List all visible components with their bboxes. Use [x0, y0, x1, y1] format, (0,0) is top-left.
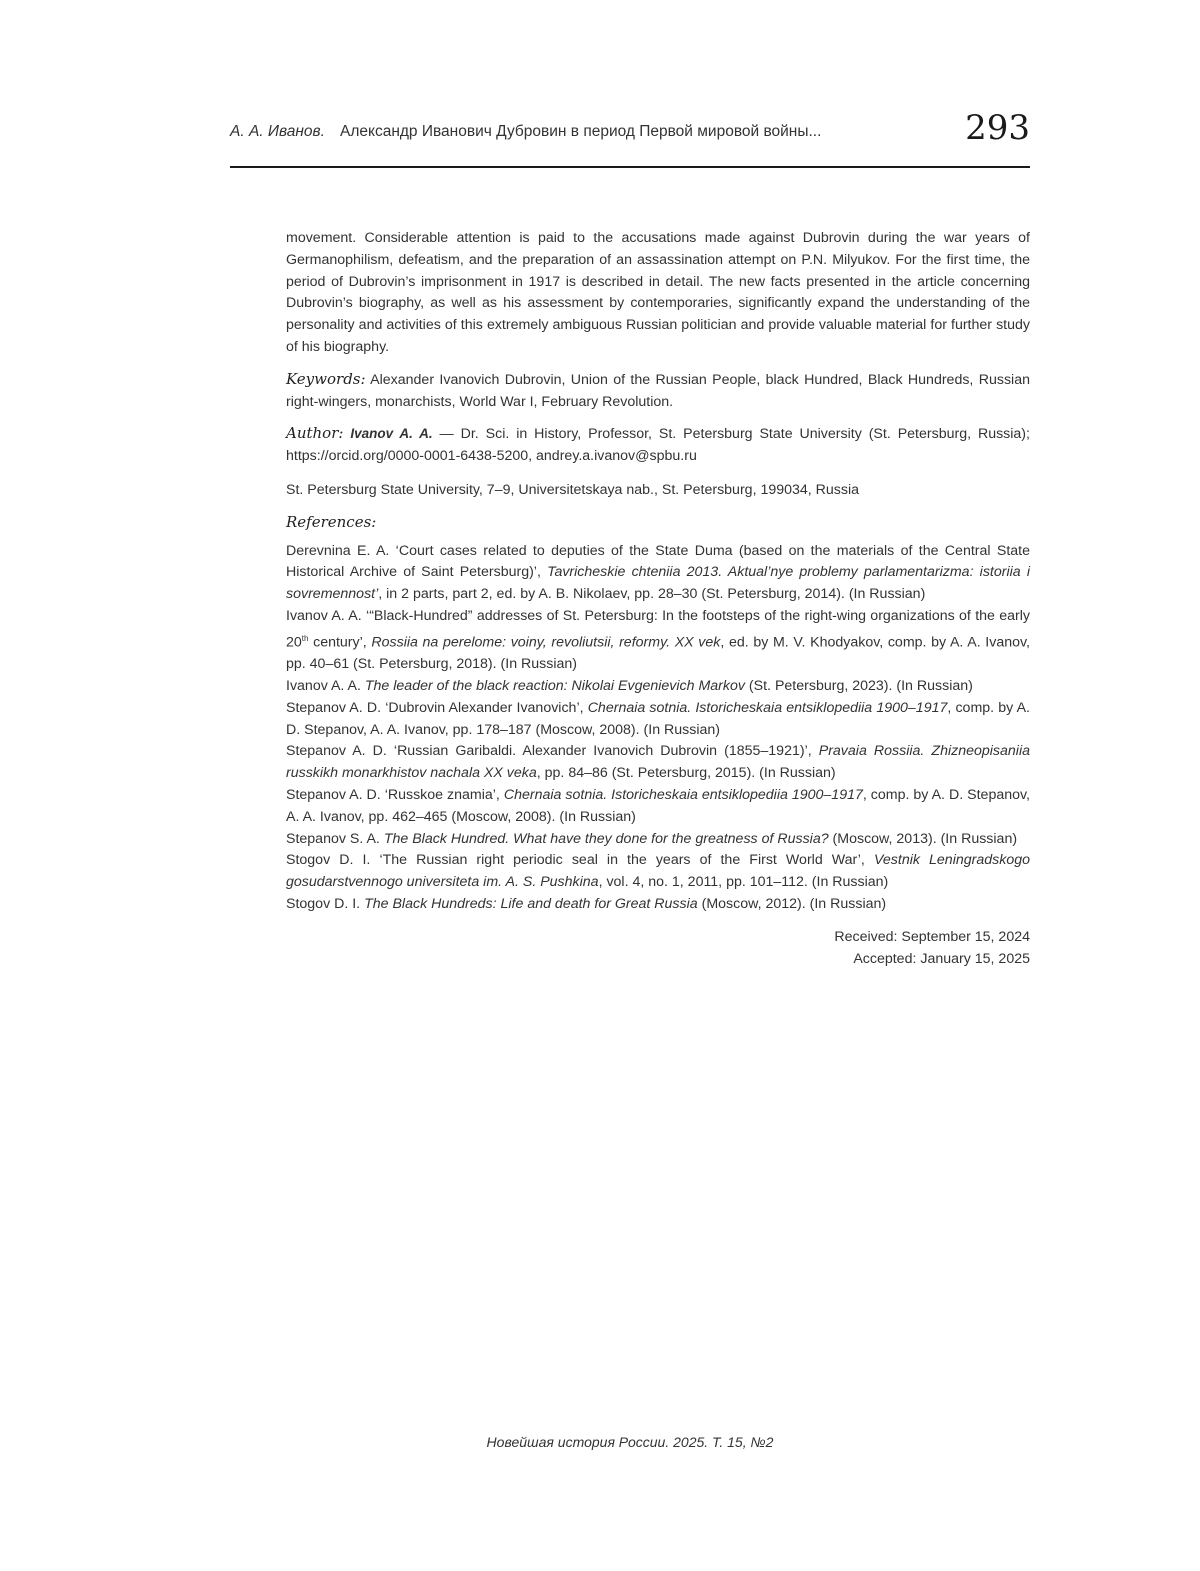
author-label: Author: — [286, 424, 344, 443]
reference-item: Stepanov A. D. ‘Russian Garibaldi. Alexander Ivanovich Dubrovin (1855–1921)’, Pravaia Rossiia. Zhizneopisaniia russkikh monarkhistov nachala XX veka, pp. 84–86 (St. Petersburg, 2015). (In Russian) — [286, 743, 1030, 782]
author-details: — Dr. Sci. in History, Professor, St. Petersburg State University (St. Petersburg, Russia); https://orcid.org/0000-0001-6438-5200, andrey.a.ivanov@spbu.ru — [286, 426, 1030, 465]
references-list — [286, 541, 1030, 916]
page-number: 293 — [965, 108, 1030, 148]
keywords-block — [286, 369, 1030, 414]
running-head-title: Александр Иванович Дубровин в период Первой мировой войны... — [340, 123, 822, 140]
keywords-label: Keywords: — [286, 369, 366, 388]
reference-item: Stepanov A. D. ‘Dubrovin Alexander Ivanovich’, Chernaia sotnia. Istoricheskaia entsiklopediia 1900–1917, comp. by A. D. Stepanov, A. A. Ivanov, pp. 178–187 (Moscow, 2008). (In Russian) — [286, 699, 1030, 738]
running-head-author: А. А. Иванов. — [230, 123, 325, 140]
abstract-continuation: movement. Considerable attention is paid to the accusations made against Dubrovin during the war years of Germanophilism, defeatism, and the preparation of an assassination attempt on P.N. Milyukov. For the first time, the period of Dubrovin’s imprisonment in 1917 is described in detail. The new facts presented in the article concerning Dubrovin’s biography, as well as his assessment by contemporaries, significantly expand the understanding of the personality and activities of this extremely ambiguous Russian politician and provide valuable material for further study of his biography. — [286, 230, 1030, 355]
running-head — [230, 108, 1030, 168]
article-dates — [286, 927, 1030, 971]
received-date: Received: September 15, 2024 — [834, 928, 1030, 945]
author-name: Ivanov A. A. — [350, 426, 433, 442]
keywords-text: Alexander Ivanovich Dubrovin, Union of the Russian People, black Hundred, Black Hundreds, Russian right-wingers, monarchists, World War I, February Revolution. — [286, 371, 1030, 410]
reference-item: Stepanov S. A. The Black Hundred. What have they done for the greatness of Russia? (Moscow, 2013). (In Russian) — [286, 830, 1018, 847]
reference-item: Derevnina E. A. ‘Court cases related to deputies of the State Duma (based on the materials of the Central State Historical Archive of Saint Petersburg)’, Tavricheskie chteniia 2013. Aktual’nye problemy parlamentarizma: istoriia i sovremennost’, in 2 parts, part 2, ed. by A. B. Nikolaev, pp. 28–30 (St. Petersburg, 2014). (In Russian) — [286, 542, 1030, 603]
article-body — [286, 228, 1030, 970]
journal-footer: Новейшая история России. 2025. Т. 15, №2 — [486, 1434, 774, 1450]
reference-item: Stogov D. I. The Black Hundreds: Life and death for Great Russia (Moscow, 2012). (In Russian) — [286, 896, 887, 913]
references-heading — [286, 512, 1030, 535]
reference-item: Ivanov A. A. The leader of the black reaction: Nikolai Evgenievich Markov (St. Petersburg, 2023). (In Russian) — [286, 678, 973, 695]
accepted-date: Accepted: January 15, 2025 — [853, 950, 1030, 967]
author-block — [286, 423, 1030, 468]
affiliation: St. Petersburg State University, 7–9, Universitetskaya nab., St. Petersburg, 199034, Russia — [286, 481, 860, 498]
reference-item: Stepanov A. D. ‘Russkoe znamia’, Chernaia sotnia. Istoricheskaia entsiklopediia 1900–1917, comp. by A. D. Stepanov, A. A. Ivanov, pp. 462–465 (Moscow, 2008). (In Russian) — [286, 787, 1030, 825]
references-heading-label: References: — [286, 512, 377, 531]
reference-item: Stogov D. I. ‘The Russian right periodic seal in the years of the First World War’, Vestnik Leningradskogo gosudarstvennogo universiteta im. A. S. Pushkina, vol. 4, no. 1, 2011, pp. 101–112. (In Russian) — [286, 852, 1030, 891]
reference-item: Ivanov A. A. ‘“Black-Hundred” addresses of St. Petersburg: In the footsteps of the right-wing organizations of the early 20th century’, Rossiia na perelome: voiny, revoliutsii, reformy. XX vek, ed. by M. V. Khodyakov, comp. by A. A. Ivanov, pp. 40–61 (St. Petersburg, 2018). (In Russian) — [286, 607, 1030, 673]
